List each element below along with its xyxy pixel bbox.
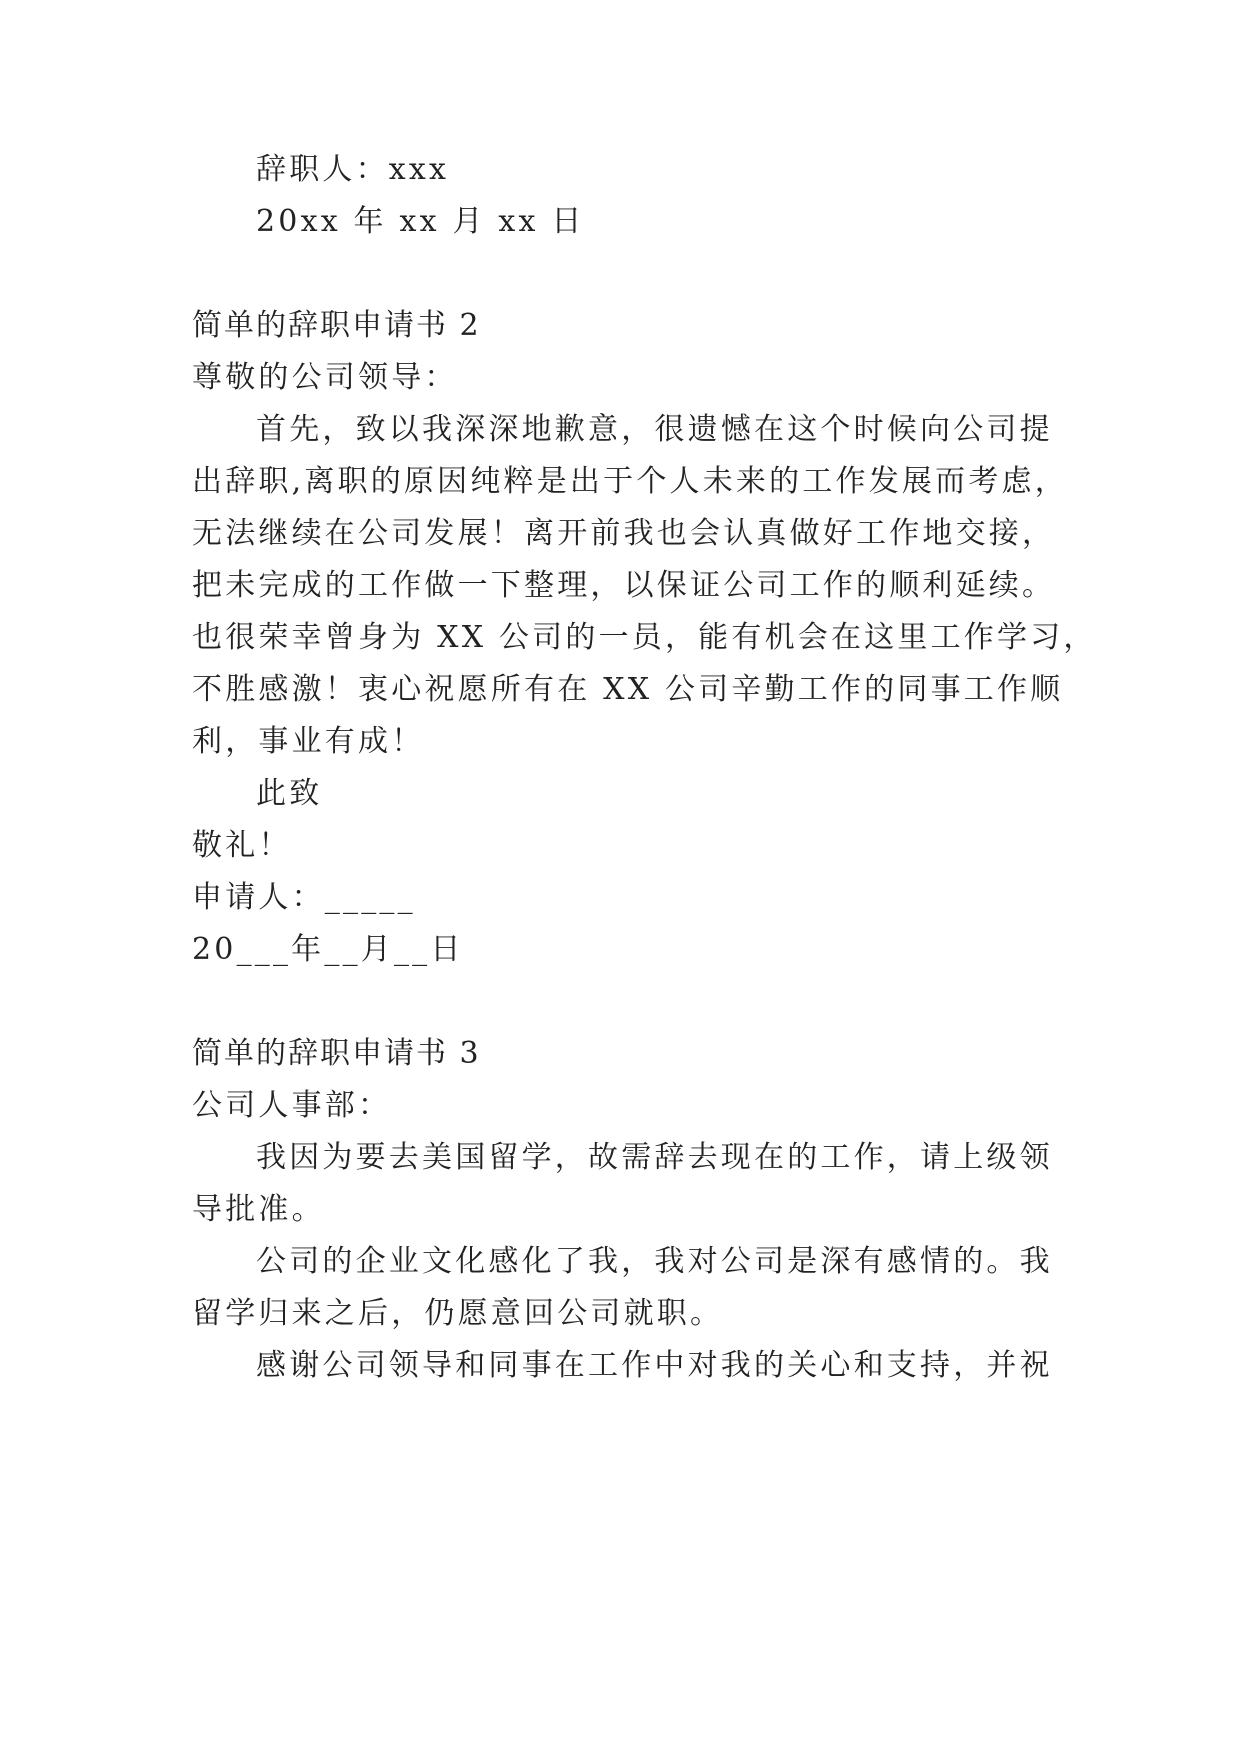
- letter2-closing-1: 此致: [256, 776, 323, 811]
- resignation-date: 20xx 年 xx 月 xx 日: [256, 204, 585, 239]
- letter2-title: 简单的辞职申请书 2: [192, 308, 481, 343]
- letter3-body-line: 留学归来之后，仍愿意回公司就职。: [192, 1296, 724, 1331]
- letter2-body-line: 首先，致以我深深地歉意，很遗憾在这个时候向公司提: [256, 412, 1053, 447]
- letter2-date: 20___年__月__日: [192, 932, 464, 967]
- letter2-closing-2: 敬礼！: [192, 828, 292, 863]
- letter2-salutation: 尊敬的公司领导：: [192, 360, 458, 395]
- resigner-signature: 辞职人：xxx: [256, 152, 450, 187]
- letter2-body-line: 不胜感激！衷心祝愿所有在 XX 公司辛勤工作的同事工作顺: [192, 672, 1064, 707]
- letter3-body-line: 公司的企业文化感化了我，我对公司是深有感情的。我: [256, 1244, 1053, 1279]
- letter3-title: 简单的辞职申请书 3: [192, 1036, 481, 1071]
- letter2-body-line: 利，事业有成！: [192, 724, 425, 759]
- letter2-body-line: 无法继续在公司发展！离开前我也会认真做好工作地交接，: [192, 516, 1056, 551]
- letter3-salutation: 公司人事部：: [192, 1088, 392, 1123]
- letter3-body-line: 导批准。: [192, 1192, 325, 1227]
- letter3-body-line: 感谢公司领导和同事在工作中对我的关心和支持，并祝: [256, 1348, 1053, 1383]
- letter2-body-line: 出辞职,离职的原因纯粹是出于个人未来的工作发展而考虑，: [192, 464, 1068, 499]
- letter2-applicant: 申请人：_____: [192, 880, 416, 915]
- letter2-body-line: 也很荣幸曾身为 XX 公司的一员，能有机会在这里工作学习，: [192, 620, 1097, 655]
- letter2-body-line: 把未完成的工作做一下整理，以保证公司工作的顺利延续。: [192, 568, 1056, 603]
- letter3-body-line: 我因为要去美国留学，故需辞去现在的工作，请上级领: [256, 1140, 1053, 1175]
